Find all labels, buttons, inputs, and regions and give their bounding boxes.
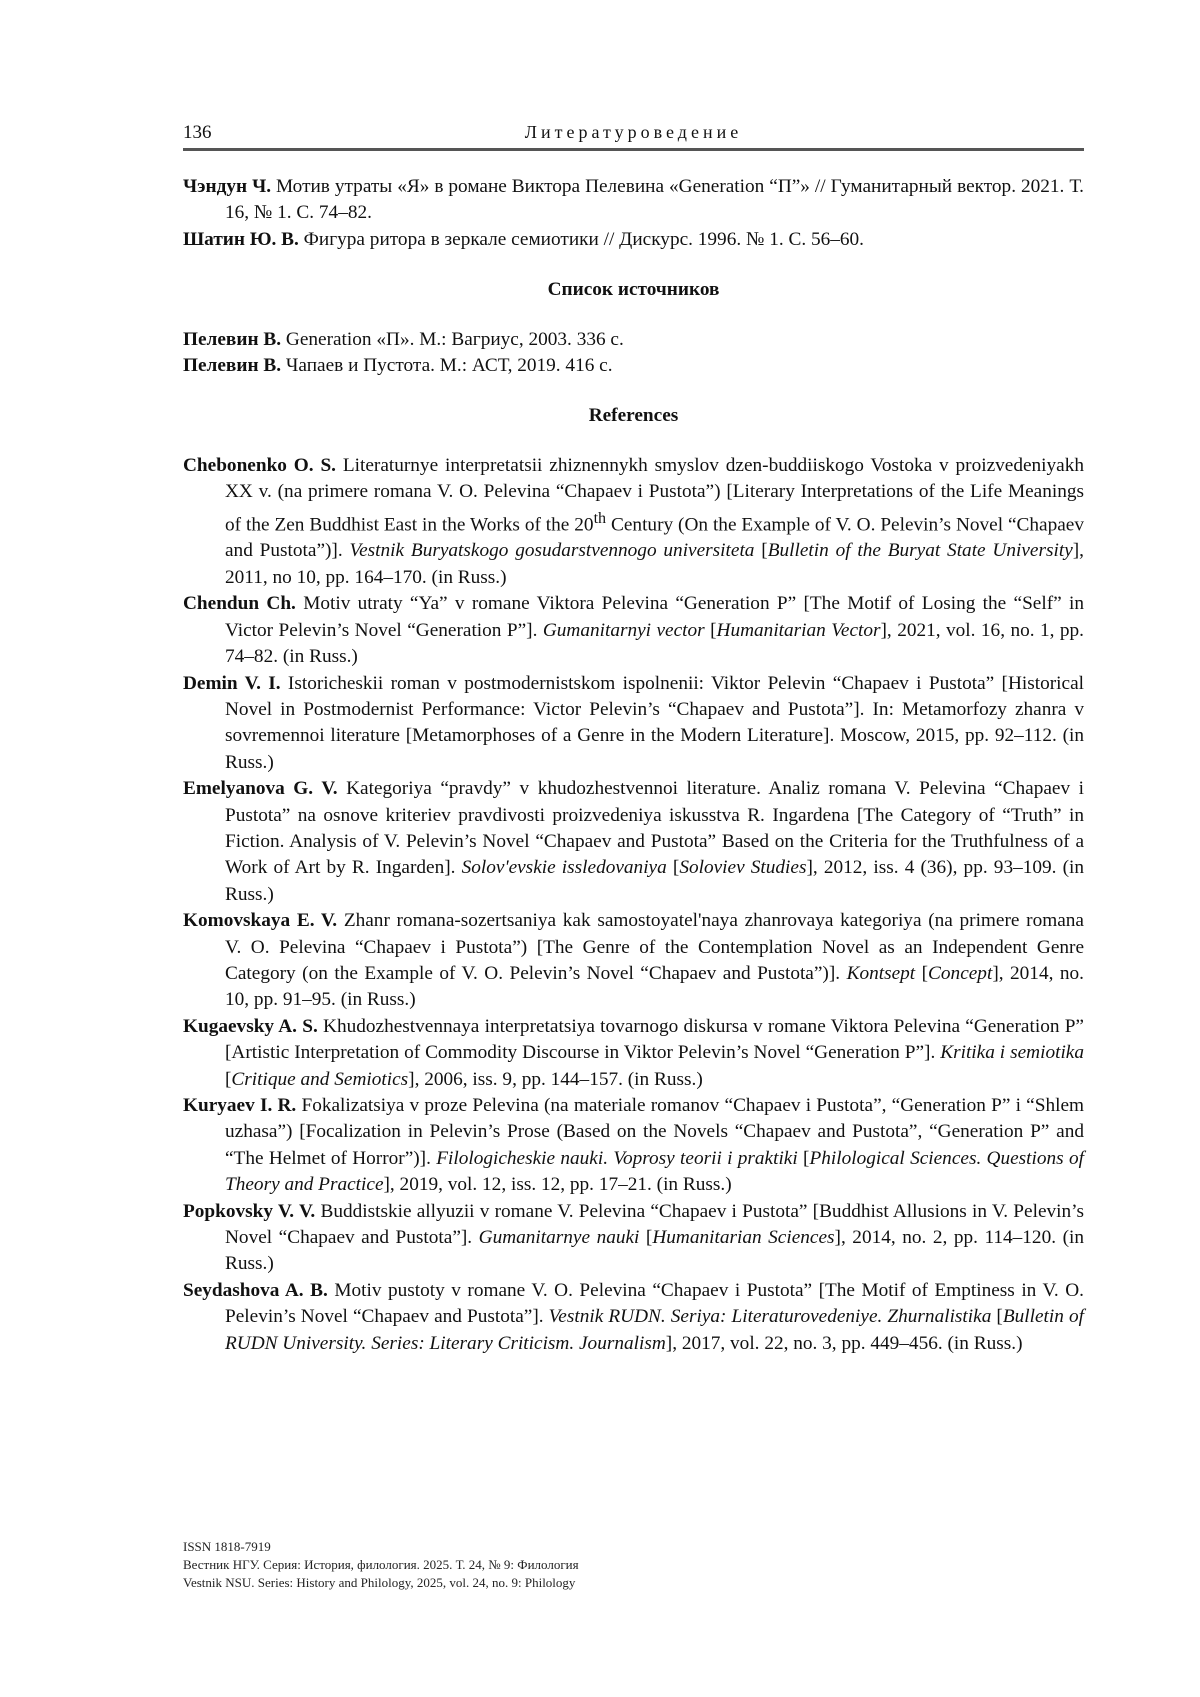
entry-author: Пелевин В. — [183, 328, 282, 350]
reference-item — [183, 776, 1084, 908]
list-item — [183, 227, 1084, 253]
entry-journal-translation: Soloviev Studies — [679, 857, 807, 879]
entry-journal-translation: Philological Sciences. Questions of Theory and Practice — [225, 1147, 1084, 1196]
entry-author: Popkovsky V. V. — [183, 1200, 316, 1222]
entry-text: Motiv utraty “Ya” v romane Viktora Pelevina “Generation P” [The Motif of Losing the “Self” in Victor Pelevin’s Novel “Generation P”]. — [225, 593, 1085, 641]
entry-text: ], 2011, no 10, pp. 164–170. (in Russ.) — [225, 540, 1084, 588]
references-list — [183, 453, 1084, 1357]
entry-text: Buddistskie allyuzii v romane V. Pelevina “Chapaev i Pustota” [Buddhist Allusions in V. Pelevin’s Novel “Chapaev and Pustota”]. — [225, 1200, 1084, 1249]
entry-text: Фигура ритора в зеркале семиотики // Дискурс. 1996. № 1. С. 56–60. — [298, 228, 865, 250]
entry-author: Emelyanova G. V. — [183, 778, 338, 800]
entry-journal: Solov'evskie issledovaniya — [461, 857, 667, 879]
entry-text: Zhanr romana-sozertsaniya kak samostoyatel'naya zhanrovaya kategoriya (na primere romana V. O. Pelevina “Chapaev i Pustota”) [The Genre of the Contemplation Novel as an Independent Genre Category (on the Example of V. O. Pelevin’s Novel “Chapaev and Pustota”)]. — [225, 910, 1084, 984]
entry-text: Istoricheskii roman v postmodernistskom ispolnenii: Viktor Pelevin “Chapaev i Pustota” [Historical Novel in Postmodernist Performance: Victor Pelevin’s “Chapaev and Pustota”]. In: Metamorfozy zhanra v sovremennoi literature [Metamorphoses of a Genre in the Modern Literature]. Moscow, 2015, pp. 92–112. (in Russ.) — [225, 672, 1085, 773]
entry-text: [ — [797, 1147, 810, 1169]
journal-line-en: Vestnik NSU. Series: History and Philology, 2025, vol. 24, no. 9: Philology — [183, 1575, 576, 1590]
page-footer — [183, 1538, 579, 1592]
reference-item — [183, 671, 1084, 777]
list-item — [183, 174, 1084, 227]
entry-author: Шатин Ю. В. — [183, 228, 299, 250]
entry-journal: Vestnik Buryatskogo gosudarstvennogo universiteta — [349, 540, 755, 562]
entry-author: Чэндун Ч. — [183, 176, 272, 197]
entry-text: Kategoriya “pravdy” v khudozhestvennoi literature. Analiz romana V. Pelevina “Chapaev i Pustota” na osnove kriteriev pravdivosti proizvedeniya iskusstva R. Ingardena [The Category of “Truth” in Fiction. Analysis of V. Pelevin’s Novel “Chapaev and Pustota” Based on the Criteria for the Truthfulness of a Work of Art by R. Ingarden]. — [225, 778, 1084, 879]
entry-text: [ — [915, 962, 929, 984]
references-heading: References — [588, 405, 679, 427]
page-number: 136 — [183, 122, 212, 143]
entry-text: [ — [225, 1068, 232, 1090]
entry-text: Literaturnye interpretatsii zhiznennykh smyslov dzen-buddiiskogo Vostoka v proizvedeniyakh XX v. (na primere romana V. O. Pelevina “Chapaev i Pustota”) [Literary Interpretations of the Life Meanings of the Zen Buddhist East in the Works of the 20 — [225, 454, 1084, 536]
entry-author: Kuryaev I. R. — [183, 1095, 297, 1117]
reference-item — [183, 453, 1084, 591]
entry-text: [ — [754, 540, 768, 562]
list-item — [183, 353, 1084, 379]
entry-journal-translation: Bulletin of RUDN University. Series: Literary Criticism. Journalism — [225, 1306, 1084, 1354]
entry-text: Motiv pustoty v romane V. O. Pelevina “Chapaev i Pustota” [The Motif of Emptiness in V. O. Pelevin’s Novel “Chapaev and Pustota”]. — [225, 1279, 1084, 1328]
entry-text: Generation «П». М.: Вагриус, 2003. 336 с. — [281, 328, 624, 350]
entry-author: Komovskaya E. V. — [183, 910, 338, 932]
reference-item — [183, 1093, 1084, 1199]
list-item — [183, 327, 1084, 353]
entry-text: ], 2014, no. 10, pp. 91–95. (in Russ.) — [225, 962, 1084, 1011]
issn: ISSN 1818-7919 — [183, 1539, 271, 1554]
entry-journal: Filologicheskie nauki. Voprosy teorii i praktiki — [436, 1147, 798, 1169]
entry-text: ], 2012, iss. 4 (36), pp. 93–109. (in Russ.) — [225, 857, 1085, 905]
entry-text: [ — [666, 857, 680, 879]
sources-list — [183, 327, 1084, 380]
entry-superscript: th — [593, 509, 607, 527]
entry-journal-translation: Critique and Semiotics — [231, 1068, 409, 1090]
reference-item — [183, 1278, 1084, 1357]
entry-journal: Gumanitarnyi vector — [542, 619, 705, 641]
reference-item — [183, 1199, 1084, 1278]
entry-text: Fokalizatsiya v proze Pelevina (na materiale romanov “Chapaev i Pustota”, “Generation P” i “Shlem uzhasa”) [Focalization in Pelevin’s Prose (Based on the Novels “Chapaev and Pustota”, “Generation P” and “The Helmet of Horror”)]. — [225, 1095, 1084, 1169]
entry-text: [ — [991, 1306, 1003, 1328]
entry-journal-translation: Humanitarian Sciences — [652, 1227, 835, 1249]
entry-text: ], 2021, vol. 16, no. 1, pp. 74–82. (in Russ.) — [225, 619, 1085, 668]
running-title: Литературоведение — [524, 122, 743, 142]
entry-author: Chebonenko O. S. — [183, 454, 336, 476]
literature-list-tail — [183, 174, 1084, 253]
entry-author: Seydashova A. B. — [183, 1279, 328, 1301]
entry-author: Kugaevsky A. S. — [183, 1015, 318, 1037]
entry-journal-translation: Concept — [928, 962, 993, 984]
entry-text: ], 2014, no. 2, pp. 114–120. (in Russ.) — [225, 1227, 1084, 1275]
reference-item — [183, 1014, 1084, 1093]
entry-journal-translation: Humanitarian Vector — [716, 619, 881, 641]
entry-text: Мотив утраты «Я» в романе Виктора Пелевина «Generation “П”» // Гуманитарный вектор. 2021. Т. 16, № 1. С. 74–82. — [225, 176, 1085, 224]
entry-text: [ — [704, 619, 717, 641]
reference-item — [183, 908, 1084, 1014]
page-header — [183, 118, 1084, 151]
entry-text: Khudozhestvennaya interpretatsiya tovarnogo diskursa v romane Viktora Pelevina “Generation P” [Artistic Interpretation of Commodity Discourse in Viktor Pelevin’s Novel “Generation P”]. — [225, 1015, 1084, 1064]
entry-author: Пелевин В. — [183, 355, 282, 377]
entry-author: Demin V. I. — [183, 672, 281, 694]
article-body — [183, 174, 1084, 1357]
reference-item — [183, 591, 1084, 670]
journal-line-ru: Вестник НГУ. Серия: История, филология. 2025. Т. 24, № 9: Филология — [183, 1557, 579, 1572]
entry-journal: Kontsept — [846, 962, 916, 984]
entry-text: ], 2006, iss. 9, pp. 144–157. (in Russ.) — [408, 1068, 703, 1090]
entry-journal: Vestnik RUDN. Seriya: Literaturovedeniye. Zhurnalistika — [548, 1306, 992, 1328]
entry-text: Century (On the Example of V. O. Pelevin’s Novel “Chapaev and Pustota”)]. — [225, 514, 1084, 562]
entry-text: ], 2019, vol. 12, iss. 12, pp. 17–21. (in Russ.) — [383, 1174, 732, 1196]
entry-journal: Kritika i semiotika — [940, 1042, 1085, 1064]
entry-text: ], 2017, vol. 22, no. 3, pp. 449–456. (in Russ.) — [665, 1332, 1023, 1354]
entry-author: Chendun Ch. — [183, 593, 296, 615]
entry-text: [ — [639, 1227, 653, 1249]
entry-journal-translation: Bulletin of the Buryat State University — [767, 540, 1073, 562]
sources-heading: Список источников — [547, 279, 720, 301]
entry-journal: Gumanitarnye nauki — [478, 1227, 640, 1249]
entry-text: Чапаев и Пустота. М.: АСТ, 2019. 416 с. — [281, 355, 613, 377]
